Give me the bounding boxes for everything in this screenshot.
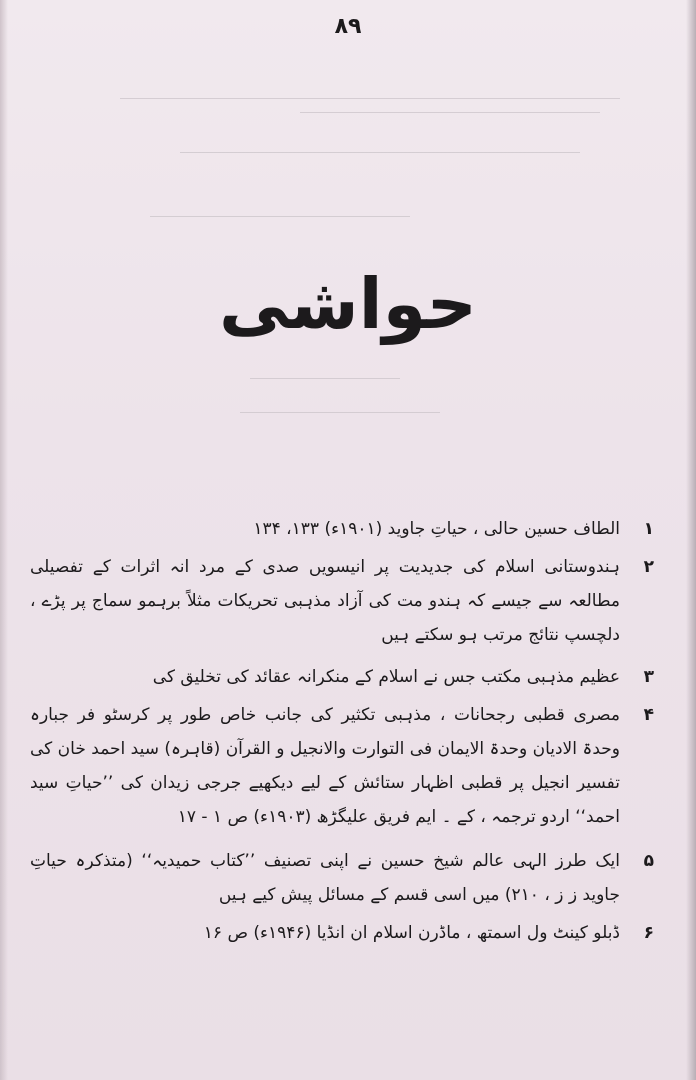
bleed-through-line — [300, 112, 600, 113]
bleed-through-line — [180, 152, 580, 153]
footnote-marker: ۶ — [643, 923, 654, 943]
footnote-item — [30, 844, 654, 912]
footnote-item — [30, 512, 654, 546]
bleed-through-line — [240, 412, 440, 413]
footnote-item — [30, 660, 654, 694]
footnote-marker: ۲ — [643, 557, 654, 577]
footnote-text: الطاف حسین حالی ، حیاتِ جاوید (۱۹۰۱ء) ۱۳۳، ۱۳۴ — [253, 519, 620, 539]
footnote-text: ایک طرز الہی عالم شیخ حسین نے اپنی تصنیف ’’کتاب حمیدیہ‘‘ (متذکرہ حیاتِ جاوید ز ز ، ۲۱۰) میں اسی قسم کے مسائل پیش کیے ہیں — [30, 851, 620, 905]
bleed-through-line — [250, 378, 400, 379]
footnote-text: مصری قطبی رجحانات ، مذہبی تکثیر کی جانب خاص طور پر کرسٹو فر جبارہ وحدۃ الادیان وحدۃ الایمان فی التوارت والانجیل و القرآن (قاہرہ) سید احمد خان کی تفسیر انجیل پر قطبی اظہار ستائش کے لیے دیکھیے جرجی زیدان کی ’’حیاتِ سید احمد‘‘ اردو ترجمہ ، کے ۔ ایم فریق علیگڑھ (۱۹۰۳ء) ص ۱ - ۱۷ — [30, 705, 620, 827]
footnote-marker: ۴ — [643, 705, 654, 725]
page-left-edge-shadow — [0, 0, 8, 1080]
footnote-item — [30, 550, 654, 652]
footnote-text: ڈبلو کینٹ ول اسمتھ ، ماڈرن اسلام ان انڈیا (۱۹۴۶ء) ص ۱۶ — [203, 923, 620, 943]
footnotes-list — [30, 512, 654, 950]
footnote-text: عظیم مذہبی مکتب جس نے اسلام کے منکرانہ عقائد کی تخلیق کی — [152, 667, 620, 687]
bleed-through-line — [150, 216, 410, 217]
bleed-through-line — [120, 98, 620, 99]
page-number: ۸۹ — [334, 14, 362, 39]
footnote-marker: ۵ — [643, 851, 654, 871]
footnote-item — [30, 698, 654, 834]
page-right-edge-shadow — [686, 0, 696, 1080]
footnote-text: ہندوستانی اسلام کی جدیدیت پر انیسویں صدی کے مرد انہ اثرات کے تفصیلی مطالعہ سے جیسے کہ ہندو مت کی آزاد مذہبی تحریکات مثلاً برہمو سماج پر پڑے ، دلچسپ نتائج مرتب ہو سکتے ہیں — [30, 557, 620, 645]
footnote-item — [30, 916, 654, 950]
footnote-marker: ۳ — [643, 667, 654, 687]
page-title: حواشی — [219, 263, 477, 345]
footnote-marker: ۱ — [643, 519, 654, 539]
